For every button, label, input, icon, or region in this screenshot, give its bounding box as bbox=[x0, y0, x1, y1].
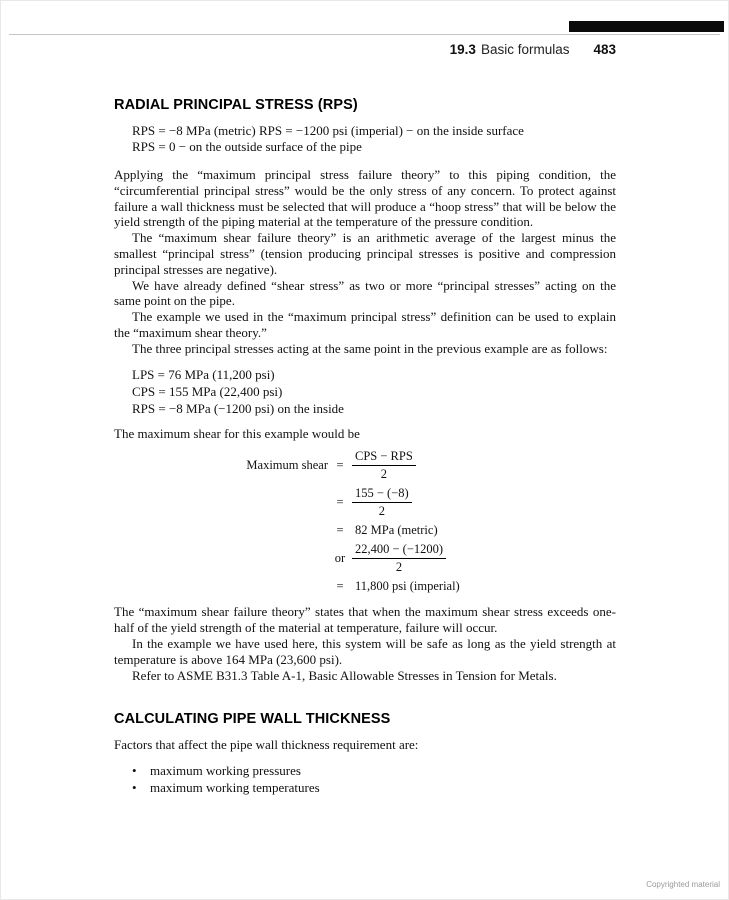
rps-line-outside: RPS = 0 − on the outside surface of the pipe bbox=[132, 139, 362, 154]
paragraph-states: The “maximum shear failure theory” states that when the maximum shear stress exceeds one-half of the yield strength of the material at temperature, failure will occur. bbox=[114, 604, 616, 636]
fraction bbox=[352, 449, 416, 482]
equals-sign: = bbox=[336, 458, 344, 473]
paragraph-three-stresses: The three principal stresses acting at the same point in the previous example are as follows: bbox=[132, 340, 608, 356]
paragraph-refer: Refer to ASME B31.3 Table A-1, Basic Allowable Stresses in Tension for Metals. bbox=[132, 667, 557, 683]
equation-row bbox=[244, 523, 616, 538]
paragraph-max-shear-intro: The maximum shear for this example would be bbox=[114, 425, 360, 441]
fraction-denominator: 2 bbox=[395, 560, 403, 575]
rps-definition-lines bbox=[132, 123, 616, 155]
equation-row bbox=[244, 579, 616, 594]
stress-item-lps: LPS = 76 MPa (11,200 psi) bbox=[132, 366, 275, 382]
fraction-numerator: 155 − (−8) bbox=[352, 486, 412, 503]
paragraph-defined: We have already defined “shear stress” as two or more “principal stresses” acting on the same point on the pipe. bbox=[114, 277, 616, 309]
paragraph-example: The example we used in the “maximum principal stress” definition can be used to explain the “maximum shear theory.” bbox=[114, 309, 616, 340]
fraction bbox=[352, 486, 412, 519]
paragraph-wall-intro: Factors that affect the pipe wall thickness requirement are: bbox=[114, 737, 419, 753]
copyright-note: Copyrighted material bbox=[646, 880, 720, 889]
equation-result: 82 MPa (metric) bbox=[355, 523, 438, 538]
paragraph-applying: Applying the “maximum principal stress failure theory” to this piping condition, the “circumferential principal stress” would be the only stress of any concern. To protect against failure a wall thickness must be selected that will produce a “hoop stress” that will be below the yield strength of the piping material at the temperature of the pressure condition. bbox=[114, 167, 616, 230]
section-number: 19.3 bbox=[449, 42, 476, 57]
stress-item-rps: RPS = −8 MPa (−1200 psi) on the inside bbox=[132, 400, 344, 416]
fraction-denominator: 2 bbox=[378, 504, 385, 519]
stress-item-cps: CPS = 155 MPa (22,400 psi) bbox=[132, 383, 283, 399]
wall-thickness-factor-list bbox=[132, 762, 616, 796]
page-number: 483 bbox=[593, 42, 616, 57]
heading-radial-principal-stress: RADIAL PRINCIPAL STRESS (RPS) bbox=[114, 97, 358, 113]
paragraph-shear-theory: The “maximum shear failure theory” is an arithmetic average of the largest minus the smallest “principal stress” (tension producing principal stresses is positive and compression principal stresses are negative). bbox=[114, 230, 616, 277]
max-shear-equation bbox=[244, 449, 616, 594]
bullet-icon: • bbox=[132, 780, 137, 796]
equals-sign: = bbox=[336, 495, 344, 510]
list-item-text: maximum working pressures bbox=[150, 763, 301, 779]
section-title: Basic formulas bbox=[480, 42, 570, 57]
list-item-text: maximum working temperatures bbox=[150, 780, 320, 796]
list-item bbox=[132, 762, 616, 779]
equation-label: Maximum shear bbox=[246, 458, 328, 473]
or-connector: or bbox=[334, 551, 346, 566]
fraction-denominator: 2 bbox=[380, 467, 388, 482]
equals-sign: = bbox=[336, 523, 344, 538]
paragraph-safe: In the example we have used here, this system will be safe as long as the yield strength at temperature is above 164 MPa (23,600 psi). bbox=[114, 635, 616, 667]
fraction bbox=[352, 542, 446, 575]
principal-stress-list bbox=[132, 366, 616, 417]
fraction-numerator: CPS − RPS bbox=[352, 449, 416, 466]
equation-row bbox=[244, 449, 616, 482]
rps-line-inside: RPS = −8 MPa (metric) RPS = −1200 psi (imperial) − on the inside surface bbox=[132, 123, 524, 138]
page-content bbox=[1, 1, 728, 796]
fraction-numerator: 22,400 − (−1200) bbox=[352, 542, 446, 559]
heading-calculating-pipe-wall-thickness: CALCULATING PIPE WALL THICKNESS bbox=[114, 711, 391, 728]
equation-row bbox=[244, 486, 616, 519]
list-item bbox=[132, 779, 616, 796]
bullet-icon: • bbox=[132, 763, 137, 779]
equation-result: 11,800 psi (imperial) bbox=[355, 579, 460, 594]
equals-sign: = bbox=[336, 579, 344, 594]
equation-row bbox=[244, 542, 616, 575]
